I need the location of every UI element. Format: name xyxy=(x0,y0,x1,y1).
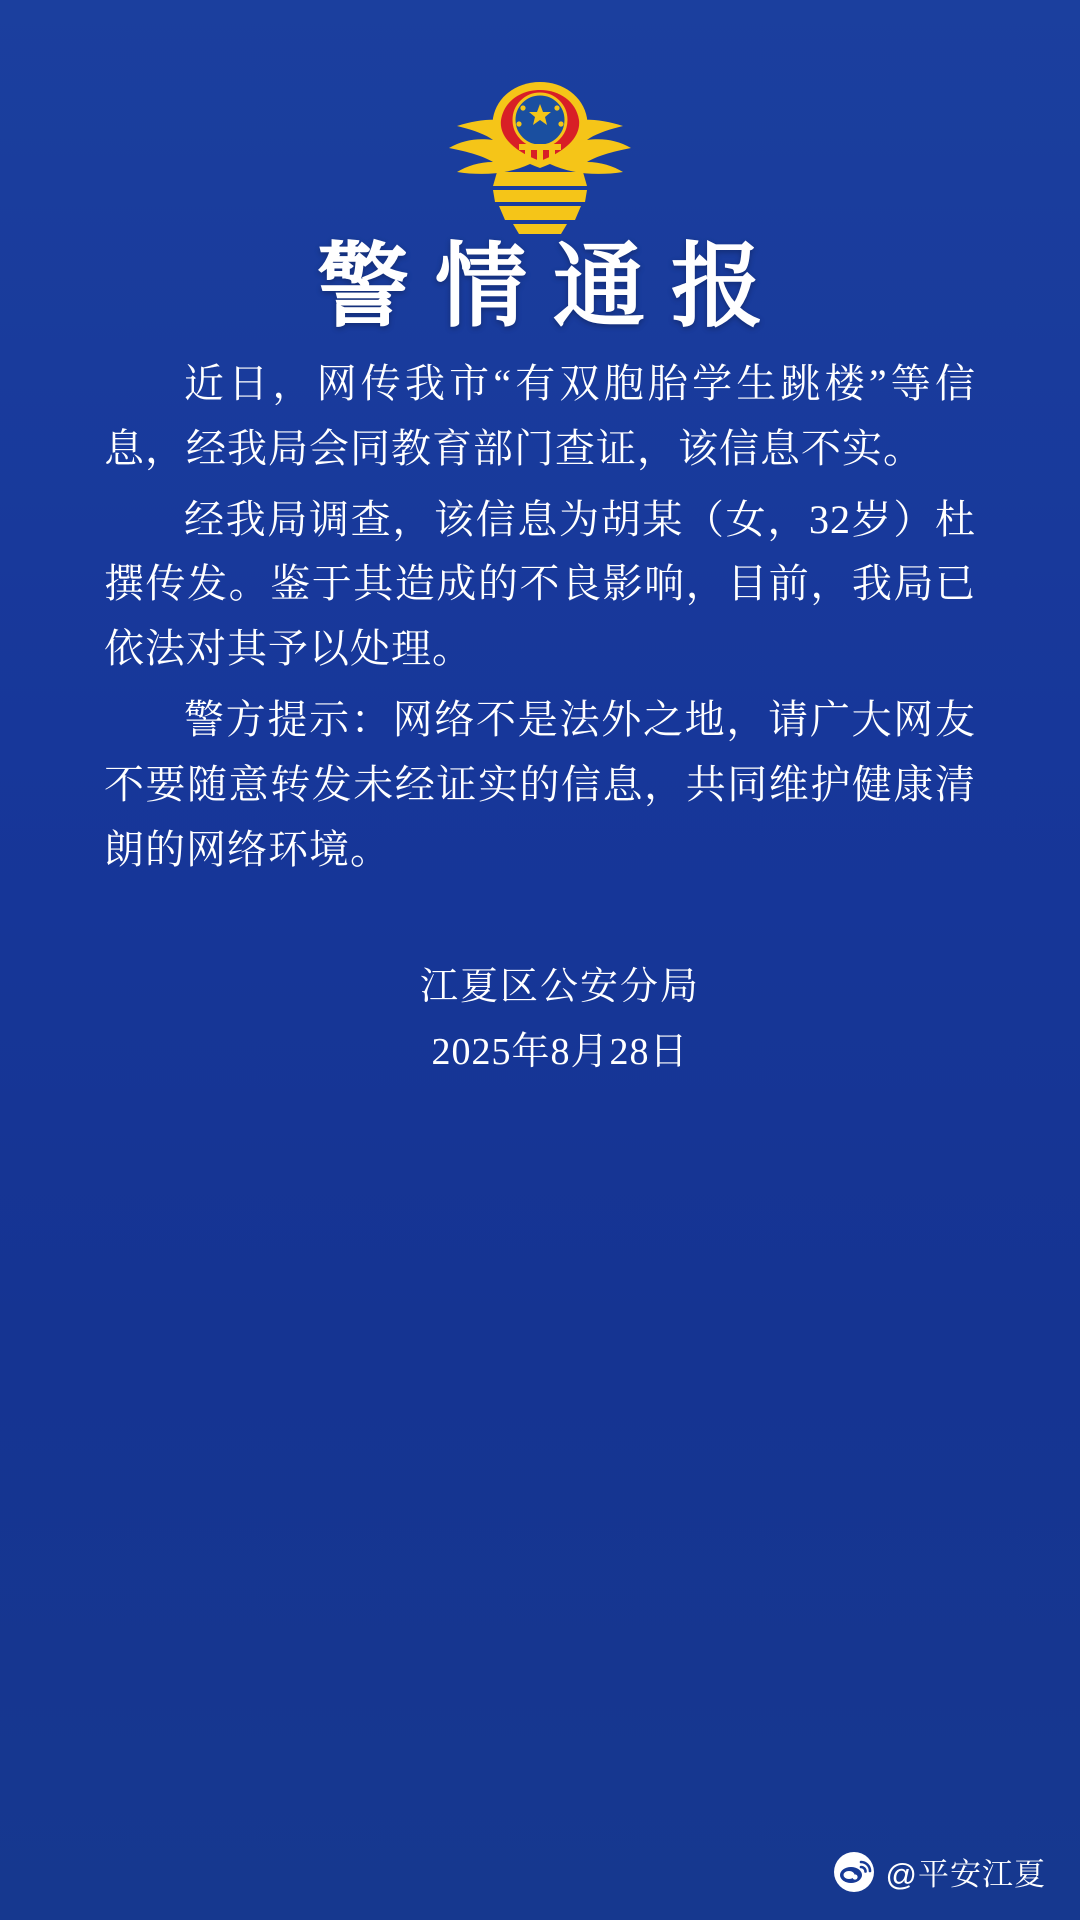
page-title: 警情通报 xyxy=(316,236,789,338)
watermark-footer xyxy=(834,1849,1046,1894)
weibo-account-label: @平安江夏 xyxy=(885,1857,1046,1892)
notice-body xyxy=(104,352,976,888)
notice-paragraph-2: 经我局调查，该信息为胡某（女，32岁）杜撰传发。鉴于其造成的不良影响，目前，我局已依法对其予以处理。 xyxy=(104,496,976,672)
notice-paragraph-3: 警方提示：网络不是法外之地，请广大网友不要随意转发未经证实的信息，共同维护健康清朗的网络环境。 xyxy=(104,696,976,872)
signature-block xyxy=(0,955,1080,1084)
issuing-organization: 江夏区公安分局 xyxy=(419,966,700,1008)
china-police-emblem xyxy=(435,68,645,238)
emblem-container xyxy=(0,68,1080,238)
weibo-icon xyxy=(834,1852,874,1892)
issue-date: 2025年8月28日 xyxy=(431,1030,689,1073)
notice-paragraph-1: 近日，网传我市“有双胞胎学生跳楼”等信息，经我局会同教育部门查证，该信息不实。 xyxy=(104,361,976,471)
